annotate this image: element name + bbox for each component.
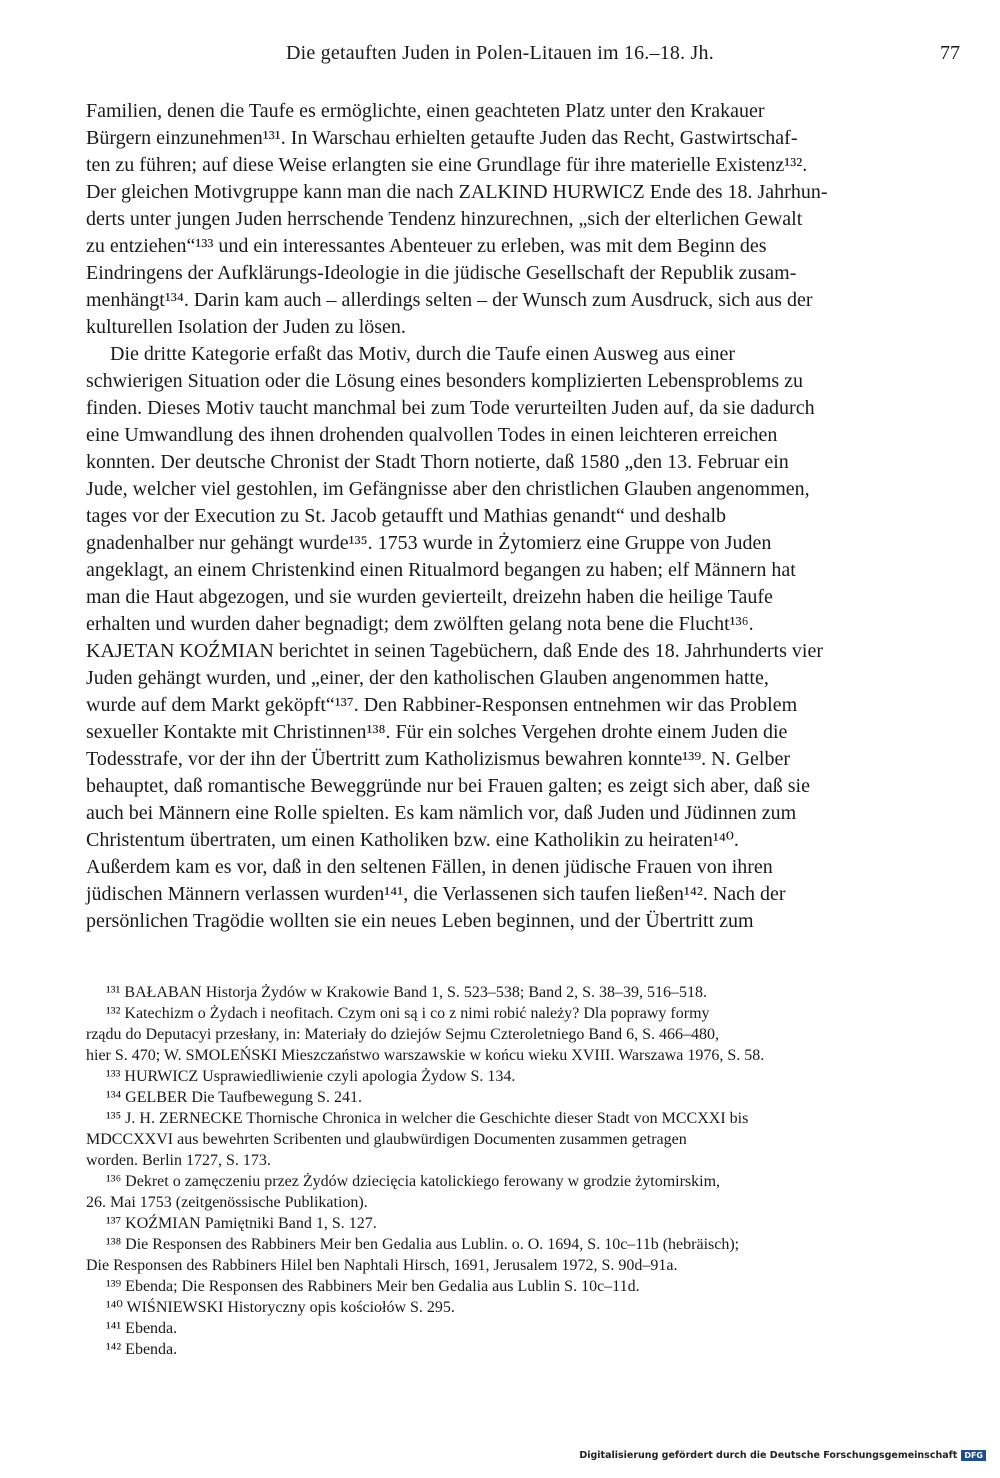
footnote-line: worden. Berlin 1727, S. 173. — [86, 1152, 271, 1169]
running-title: Die getauften Juden in Polen-Litauen im 16.–18. Jh. — [286, 42, 714, 64]
digitization-credit — [579, 1450, 986, 1461]
footnote-line: ¹⁴⁰ WIŚNIEWSKI Historyczny opis kościołów S. 295. — [106, 1299, 455, 1316]
text-line: Juden gehängt wurden, und „einer, der den katholischen Glauben angenommen hatte, — [86, 667, 769, 689]
text-line: Eindringens der Aufklärungs-Ideologie in die jüdische Gesellschaft der Republik zusam- — [86, 262, 797, 284]
footnote-line: ¹³⁸ Die Responsen des Rabbiners Meir ben Gedalia aus Lublin. o. O. 1694, S. 10c–11b (hebräisch); — [106, 1236, 740, 1253]
text-line: konnten. Der deutsche Chronist der Stadt Thorn notierte, daß 1580 „den 13. Februar ein — [86, 451, 789, 473]
text-line: man die Haut abgezogen, und sie wurden gevierteilt, dreizehn haben die heilige Taufe — [86, 586, 773, 608]
footnote-line: Die Responsen des Rabbiners Hilel ben Naphtali Hirsch, 1691, Jerusalem 1972, S. 90d–91a. — [86, 1257, 678, 1274]
text-line: persönlichen Tragödie wollten sie ein neues Leben beginnen, und der Übertritt zum — [86, 910, 754, 932]
text-line: derts unter jungen Juden herrschende Tendenz hinzurechnen, „sich der elterlichen Gewalt — [86, 208, 803, 230]
text-line: behauptet, daß romantische Beweggründe nur bei Frauen galten; es zeigt sich aber, daß sie — [86, 775, 810, 797]
text-line: wurde auf dem Markt geköpft“¹³⁷. Den Rabbiner-Responsen entnehmen wir das Problem — [86, 694, 798, 716]
text-line: sexueller Kontakte mit Christinnen¹³⁸. Für ein solches Vergehen drohte einem Juden die — [86, 721, 788, 743]
text-line: eine Umwandlung des ihnen drohenden qualvollen Todes in einen leichteren erreichen — [86, 424, 778, 446]
text-line: Jude, welcher viel gestohlen, im Gefängnisse aber den christlichen Glauben angenommen, — [86, 478, 810, 500]
text-line: tages vor der Execution zu St. Jacob getaufft und Mathias genandt“ und deshalb — [86, 505, 727, 527]
text-line: auch bei Männern eine Rolle spielten. Es kam nämlich vor, daß Juden und Jüdinnen zum — [86, 802, 797, 824]
page-number: 77 — [940, 42, 960, 64]
text-line: Christentum übertraten, um einen Katholiken bzw. eine Katholikin zu heiraten¹⁴⁰. — [86, 829, 739, 851]
footnote-line: ¹³⁹ Ebenda; Die Responsen des Rabbiners Meir ben Gedalia aus Lublin S. 10c–11d. — [106, 1278, 640, 1295]
running-header — [86, 42, 960, 72]
footnotes — [86, 982, 960, 1360]
text-line: erhalten und wurden daher begnadigt; dem zwölften gelang nota bene die Flucht¹³⁶. — [86, 613, 754, 635]
text-line: Der gleichen Motivgruppe kann man die nach ZALKIND HURWICZ Ende des 18. Jahrhun- — [86, 181, 828, 203]
footnote-line: ¹³³ HURWICZ Usprawiedliwienie czyli apologia Żydow S. 134. — [106, 1068, 516, 1085]
footnote-line: ¹³⁷ KOŹMIAN Pamiętniki Band 1, S. 127. — [106, 1215, 377, 1232]
footnote-line: ¹³⁴ GELBER Die Taufbewegung S. 241. — [106, 1089, 362, 1106]
text-line: kulturellen Isolation der Juden zu lösen. — [86, 316, 406, 338]
text-line: gnadenhalber nur gehängt wurde¹³⁵. 1753 wurde in Żytomierz eine Gruppe von Juden — [86, 532, 772, 554]
text-line: angeklagt, an einem Christenkind einen Ritualmord begangen zu haben; elf Männern hat — [86, 559, 796, 581]
text-line: jüdischen Männern verlassen wurden¹⁴¹, die Verlassenen sich taufen ließen¹⁴². Nach der — [86, 883, 786, 905]
footnote-line: rządu do Deputacyi przesłany, in: Materiały do dziejów Sejmu Czteroletniego Band 6, S. 466–480, — [86, 1026, 720, 1043]
footnote-line: ¹³⁶ Dekret o zamęczeniu przez Żydów dziecięcia katolickiego ferowany w grodzie żytomirskim, — [106, 1173, 721, 1190]
footnote-line: ¹³¹ BAŁABAN Historja Żydów w Krakowie Band 1, S. 523–538; Band 2, S. 38–39, 516–518. — [106, 984, 708, 1001]
text-line: finden. Dieses Motiv taucht manchmal bei zum Tode verurteilten Juden auf, da sie dadurch — [86, 397, 815, 419]
text-line: Todesstrafe, vor der ihn der Übertritt zum Katholizismus bewahren konnte¹³⁹. N. Gelber — [86, 748, 791, 770]
credit-text: Digitalisierung gefördert durch die Deutsche Forschungsgemeinschaft — [579, 1450, 958, 1461]
footnote-line: ¹³⁵ J. H. ZERNECKE Thornische Chronica in welcher die Geschichte dieser Stadt von MCCXXI bis — [106, 1110, 749, 1127]
footnote-line: 26. Mai 1753 (zeitgenössische Publikation). — [86, 1194, 368, 1211]
text-line: Familien, denen die Taufe es ermöglichte, einen geachteten Platz unter den Krakauer — [86, 100, 765, 122]
text-line: Bürgern einzunehmen¹³¹. In Warschau erhielten getaufte Juden das Recht, Gastwirtschaf- — [86, 127, 798, 149]
footnote-line: MDCCXXVI aus bewehrten Scribenten und glaubwürdigen Documenten zusammen getragen — [86, 1131, 687, 1148]
footnote-line: hier S. 470; W. SMOLEŃSKI Mieszczaństwo warszawskie w końcu wieku XVIII. Warszawa 1976, S. 58. — [86, 1047, 765, 1064]
text-line: schwierigen Situation oder die Lösung eines besonders komplizierten Lebensproblems zu — [86, 370, 804, 392]
text-line: KAJETAN KOŹMIAN berichtet in seinen Tagebüchern, daß Ende des 18. Jahrhunderts vier — [86, 640, 823, 662]
text-line: Außerdem kam es vor, daß in den seltenen Fällen, in denen jüdische Frauen von ihren — [86, 856, 773, 878]
dfg-logo-icon: DFG — [961, 1450, 986, 1461]
text-line: ten zu führen; auf diese Weise erlangten sie eine Grundlage für ihre materielle Existenz¹³². — [86, 154, 808, 176]
text-line: Die dritte Kategorie erfaßt das Motiv, durch die Taufe einen Ausweg aus einer — [110, 343, 736, 365]
text-line: zu entziehen“¹³³ und ein interessantes Abenteuer zu erleben, was mit dem Beginn des — [86, 235, 767, 257]
footnote-line: ¹⁴² Ebenda. — [106, 1341, 178, 1358]
main-text — [86, 98, 960, 935]
footnote-line: ¹³² Katechizm o Żydach i neofitach. Czym oni są i co z nimi robić należy? Dla poprawy formy — [106, 1005, 710, 1022]
text-line: menhängt¹³⁴. Darin kam auch – allerdings selten – der Wunsch zum Ausdruck, sich aus der — [86, 289, 813, 311]
footnote-line: ¹⁴¹ Ebenda. — [106, 1320, 178, 1337]
